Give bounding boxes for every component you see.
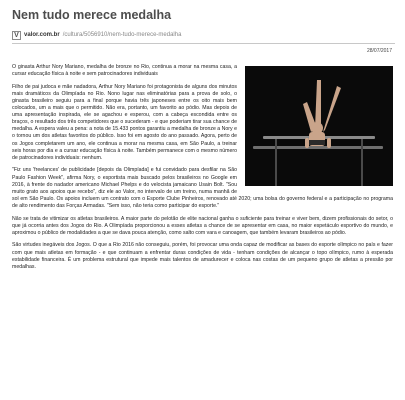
header-divider [12,43,395,44]
article-paragraph: São virtudes inegáveis dos Jogos. O que a Rio 2016 não conseguiu, porém, foi provocar uma onda capaz de modificar as bases do esporte olímpico no país e fazer com que mais atletas em formação - e que continuam a enfrentar duras condições de vida - tenham condições de alcançar o topo olímpico, rumo à esperada estabilidade financeira. É um problema estrutural que impede mais talentos de amadurecer e coloca nas costas de um pequeno grupo de atletas a pressão por medalhas. [12,242,393,270]
article-paragraph: "Fiz uns 'freelances' de publicidade [depois da Olimpíada] e fui convidado para desfilar na São Paulo Fashion Week", afirma Nory, o esportista mais buscado pelos brasileiros no Google em 2016, à frente do nadador americano Michael Phelps e do velocista jamaicano Usain Bolt. "Sou muito grato aos apoios que recebo", diz ele ao Valor, no intervalo de um treino, numa manhã de sol em São Paulo. Os apoios incluem um contrato com o Esporte Clube Pinheiros, renovado até 2020; uma bolsa do governo federal e a participação no programa de alto rendimento das Forças Armadas. "Sem isso, não teria como participar do esporte." [12,167,393,209]
site-logo-icon: V [12,31,21,40]
article-paragraph: Não se trata de vitimizar os atletas brasileiros. A maior parte do pelotão de elite nacional ganha o suficiente para treinar e viver bem, dizem profissionais do setor, o que já ocorria antes dos Jogos do Rio. A Olimpíada proporcionou a esses atletas a chance de se apresentar em casa, no maior espetáculo esportivo do mundo, e aproximou o público de modalidades a que se dava pouca atenção, como salto com vara e canoagem, que também levaram brasileiros ao pódio. [12,215,393,236]
source-url-bar [12,31,395,40]
gymnast-photo [245,66,393,186]
publish-date: 28/07/2017 [366,48,392,54]
article-body [12,64,393,276]
article-paragraph: Filho de pai judoca e mãe nadadora, Arthur Nory Mariano foi protagonista de alguns dos minutos mais dramáticos da Olimpíada no Rio. Nono lugar nas eliminatórias para a prova de solo, o ginasta brasileiro seguiu para a final porque havia três japoneses entre os oito mais bem colocados, um a mais que o permitido. Não era, portanto, um favorito ao pódio. Mas depois de uma apresentação inspirada, ele se agachou e esperou, com a cabeça escondida entre os braços, o resultado dos três competidores que o sucederam - e que poderiam tirar sua chance de medalha. A espera valeu a pena: a nota de 15.433 pontos garantiu a medalha de bronze a Nory e o tornou um dos atletas favoritos do público. Isso foi em agosto do ano passado. Agora, perto de os Jogos completarem um ano, ele continua a morar na mesma casa, em São Paulo, a treinar seis horas por dia e a cursar educação física à noite. Também permanece com o mesmo número de patrocinadores individuais: nenhum. [12,83,237,161]
article-paragraph: O ginasta Arthur Nory Mariano, medalha de bronze no Rio, continua a morar na mesma casa, a cursar educação física à noite e sem patrocinadores individuais [12,64,237,78]
gymnast-photo-icon [245,66,393,186]
source-path[interactable]: /cultura/5056910/nem-tudo-merece-medalha [62,31,182,38]
source-domain[interactable]: valor.com.br [24,31,60,38]
article-title: Nem tudo merece medalha [12,8,172,22]
